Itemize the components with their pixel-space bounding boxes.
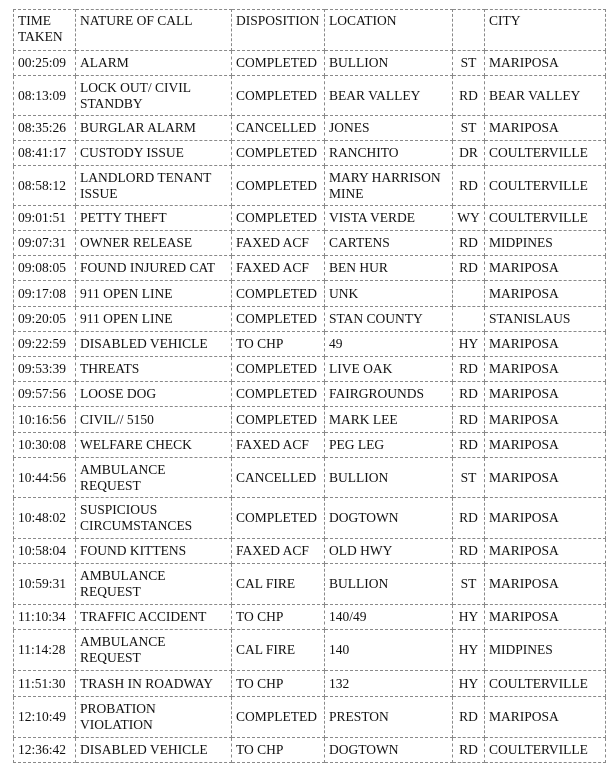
street-suffix-cell: WY: [453, 206, 485, 231]
location-cell: 49: [325, 332, 453, 357]
city-cell: MARIPOSA: [485, 605, 606, 630]
disposition-cell: TO CHP: [232, 332, 325, 357]
street-suffix-cell: RD: [453, 407, 485, 433]
street-suffix-cell: RD: [453, 166, 485, 206]
street-suffix-cell: RD: [453, 498, 485, 539]
city-cell: COULTERVILLE: [485, 671, 606, 697]
table-row: [14, 231, 606, 256]
street-suffix-cell: ST: [453, 458, 485, 498]
location-cell: RANCHITO: [325, 141, 453, 166]
city-cell: MARIPOSA: [485, 281, 606, 307]
city-cell: COULTERVILLE: [485, 166, 606, 206]
street-suffix-cell: RD: [453, 697, 485, 738]
table-row: [14, 382, 606, 407]
city-cell: MARIPOSA: [485, 332, 606, 357]
time-taken-cell: 09:17:08: [14, 281, 76, 307]
table-row: [14, 307, 606, 332]
disposition-cell: TO CHP: [232, 738, 325, 763]
time-taken-cell: 00:25:09: [14, 51, 76, 76]
table-row: [14, 76, 606, 116]
time-taken-cell: 09:57:56: [14, 382, 76, 407]
call-log-table: [13, 9, 606, 763]
location-cell: DOGTOWN: [325, 738, 453, 763]
location-cell: BULLION: [325, 564, 453, 605]
city-cell: MARIPOSA: [485, 407, 606, 433]
table-row: [14, 206, 606, 231]
disposition-cell: COMPLETED: [232, 357, 325, 382]
table-row: [14, 116, 606, 141]
header-location: LOCATION: [325, 10, 453, 51]
time-taken-cell: 09:07:31: [14, 231, 76, 256]
location-cell: 140/49: [325, 605, 453, 630]
location-cell: LIVE OAK: [325, 357, 453, 382]
nature-of-call-cell: FOUND KITTENS: [76, 539, 232, 564]
table-row: [14, 166, 606, 206]
time-taken-cell: 10:30:08: [14, 433, 76, 458]
street-suffix-cell: RD: [453, 382, 485, 407]
city-cell: MARIPOSA: [485, 382, 606, 407]
header-city: CITY: [485, 10, 606, 51]
nature-of-call-cell: AMBULANCE REQUEST: [76, 630, 232, 671]
city-cell: MARIPOSA: [485, 458, 606, 498]
time-taken-cell: 08:13:09: [14, 76, 76, 116]
nature-of-call-cell: CIVIL// 5150: [76, 407, 232, 433]
nature-of-call-cell: OWNER RELEASE: [76, 231, 232, 256]
city-cell: COULTERVILLE: [485, 738, 606, 763]
table-row: [14, 141, 606, 166]
nature-of-call-cell: LANDLORD TENANT ISSUE: [76, 166, 232, 206]
street-suffix-cell: HY: [453, 605, 485, 630]
time-taken-cell: 10:44:56: [14, 458, 76, 498]
street-suffix-cell: RD: [453, 738, 485, 763]
time-taken-cell: 08:58:12: [14, 166, 76, 206]
nature-of-call-cell: THREATS: [76, 357, 232, 382]
table-row: [14, 407, 606, 433]
disposition-cell: COMPLETED: [232, 407, 325, 433]
city-cell: MARIPOSA: [485, 564, 606, 605]
table-row: [14, 281, 606, 307]
city-cell: MARIPOSA: [485, 357, 606, 382]
header-nature-of-call: NATURE OF CALL: [76, 10, 232, 51]
street-suffix-cell: RD: [453, 256, 485, 281]
street-suffix-cell: RD: [453, 76, 485, 116]
disposition-cell: CANCELLED: [232, 116, 325, 141]
disposition-cell: FAXED ACF: [232, 256, 325, 281]
table-row: [14, 498, 606, 539]
time-taken-cell: 09:08:05: [14, 256, 76, 281]
nature-of-call-cell: LOOSE DOG: [76, 382, 232, 407]
disposition-cell: COMPLETED: [232, 51, 325, 76]
nature-of-call-cell: PETTY THEFT: [76, 206, 232, 231]
city-cell: MIDPINES: [485, 630, 606, 671]
location-cell: MARY HARRISON MINE: [325, 166, 453, 206]
disposition-cell: COMPLETED: [232, 281, 325, 307]
nature-of-call-cell: BURGLAR ALARM: [76, 116, 232, 141]
street-suffix-cell: HY: [453, 671, 485, 697]
disposition-cell: FAXED ACF: [232, 539, 325, 564]
time-taken-cell: 12:36:42: [14, 738, 76, 763]
time-taken-cell: 10:58:04: [14, 539, 76, 564]
street-suffix-cell: ST: [453, 564, 485, 605]
street-suffix-cell: [453, 307, 485, 332]
city-cell: COULTERVILLE: [485, 141, 606, 166]
nature-of-call-cell: DISABLED VEHICLE: [76, 332, 232, 357]
disposition-cell: TO CHP: [232, 671, 325, 697]
city-cell: MARIPOSA: [485, 498, 606, 539]
table-row: [14, 458, 606, 498]
disposition-cell: COMPLETED: [232, 166, 325, 206]
disposition-cell: FAXED ACF: [232, 231, 325, 256]
location-cell: BULLION: [325, 458, 453, 498]
city-cell: MARIPOSA: [485, 697, 606, 738]
city-cell: MARIPOSA: [485, 256, 606, 281]
city-cell: MARIPOSA: [485, 51, 606, 76]
city-cell: MIDPINES: [485, 231, 606, 256]
time-taken-cell: 11:14:28: [14, 630, 76, 671]
street-suffix-cell: RD: [453, 231, 485, 256]
disposition-cell: COMPLETED: [232, 206, 325, 231]
time-taken-cell: 09:01:51: [14, 206, 76, 231]
nature-of-call-cell: SUSPICIOUS CIRCUMSTANCES: [76, 498, 232, 539]
city-cell: STANISLAUS: [485, 307, 606, 332]
location-cell: OLD HWY: [325, 539, 453, 564]
table-row: [14, 564, 606, 605]
time-taken-cell: 09:22:59: [14, 332, 76, 357]
table-row: [14, 630, 606, 671]
time-taken-cell: 10:48:02: [14, 498, 76, 539]
location-cell: JONES: [325, 116, 453, 141]
nature-of-call-cell: TRAFFIC ACCIDENT: [76, 605, 232, 630]
street-suffix-cell: DR: [453, 141, 485, 166]
nature-of-call-cell: LOCK OUT/ CIVIL STANDBY: [76, 76, 232, 116]
location-cell: MARK LEE: [325, 407, 453, 433]
table-row: [14, 738, 606, 763]
disposition-cell: COMPLETED: [232, 697, 325, 738]
table-row: [14, 605, 606, 630]
time-taken-cell: 09:53:39: [14, 357, 76, 382]
nature-of-call-cell: DISABLED VEHICLE: [76, 738, 232, 763]
street-suffix-cell: ST: [453, 51, 485, 76]
time-taken-cell: 08:35:26: [14, 116, 76, 141]
table-row: [14, 539, 606, 564]
time-taken-cell: 08:41:17: [14, 141, 76, 166]
header-street-suffix: [453, 10, 485, 51]
nature-of-call-cell: PROBATION VIOLATION: [76, 697, 232, 738]
header-row: [14, 10, 606, 51]
disposition-cell: CAL FIRE: [232, 564, 325, 605]
city-cell: COULTERVILLE: [485, 206, 606, 231]
header-disposition: DISPOSITION: [232, 10, 325, 51]
disposition-cell: COMPLETED: [232, 76, 325, 116]
location-cell: BEAR VALLEY: [325, 76, 453, 116]
location-cell: CARTENS: [325, 231, 453, 256]
nature-of-call-cell: 911 OPEN LINE: [76, 307, 232, 332]
location-cell: PRESTON: [325, 697, 453, 738]
nature-of-call-cell: AMBULANCE REQUEST: [76, 458, 232, 498]
nature-of-call-cell: WELFARE CHECK: [76, 433, 232, 458]
nature-of-call-cell: CUSTODY ISSUE: [76, 141, 232, 166]
disposition-cell: COMPLETED: [232, 141, 325, 166]
table-row: [14, 51, 606, 76]
disposition-cell: TO CHP: [232, 605, 325, 630]
disposition-cell: CAL FIRE: [232, 630, 325, 671]
table-row: [14, 433, 606, 458]
disposition-cell: FAXED ACF: [232, 433, 325, 458]
location-cell: DOGTOWN: [325, 498, 453, 539]
table-row: [14, 357, 606, 382]
street-suffix-cell: RD: [453, 433, 485, 458]
city-cell: MARIPOSA: [485, 433, 606, 458]
location-cell: 132: [325, 671, 453, 697]
time-taken-cell: 11:51:30: [14, 671, 76, 697]
time-taken-cell: 10:59:31: [14, 564, 76, 605]
location-cell: STAN COUNTY: [325, 307, 453, 332]
table-row: [14, 256, 606, 281]
street-suffix-cell: [453, 281, 485, 307]
table-row: [14, 671, 606, 697]
location-cell: VISTA VERDE: [325, 206, 453, 231]
street-suffix-cell: RD: [453, 357, 485, 382]
nature-of-call-cell: TRASH IN ROADWAY: [76, 671, 232, 697]
header-time-taken: TIME TAKEN: [14, 10, 76, 51]
disposition-cell: CANCELLED: [232, 458, 325, 498]
location-cell: PEG LEG: [325, 433, 453, 458]
street-suffix-cell: ST: [453, 116, 485, 141]
time-taken-cell: 12:10:49: [14, 697, 76, 738]
city-cell: BEAR VALLEY: [485, 76, 606, 116]
street-suffix-cell: HY: [453, 630, 485, 671]
city-cell: MARIPOSA: [485, 539, 606, 564]
disposition-cell: COMPLETED: [232, 498, 325, 539]
city-cell: MARIPOSA: [485, 116, 606, 141]
location-cell: FAIRGROUNDS: [325, 382, 453, 407]
location-cell: BEN HUR: [325, 256, 453, 281]
time-taken-cell: 11:10:34: [14, 605, 76, 630]
nature-of-call-cell: AMBULANCE REQUEST: [76, 564, 232, 605]
time-taken-cell: 09:20:05: [14, 307, 76, 332]
nature-of-call-cell: ALARM: [76, 51, 232, 76]
street-suffix-cell: HY: [453, 332, 485, 357]
disposition-cell: COMPLETED: [232, 307, 325, 332]
location-cell: BULLION: [325, 51, 453, 76]
street-suffix-cell: RD: [453, 539, 485, 564]
location-cell: 140: [325, 630, 453, 671]
nature-of-call-cell: FOUND INJURED CAT: [76, 256, 232, 281]
nature-of-call-cell: 911 OPEN LINE: [76, 281, 232, 307]
disposition-cell: COMPLETED: [232, 382, 325, 407]
table-row: [14, 332, 606, 357]
time-taken-cell: 10:16:56: [14, 407, 76, 433]
location-cell: UNK: [325, 281, 453, 307]
table-row: [14, 697, 606, 738]
